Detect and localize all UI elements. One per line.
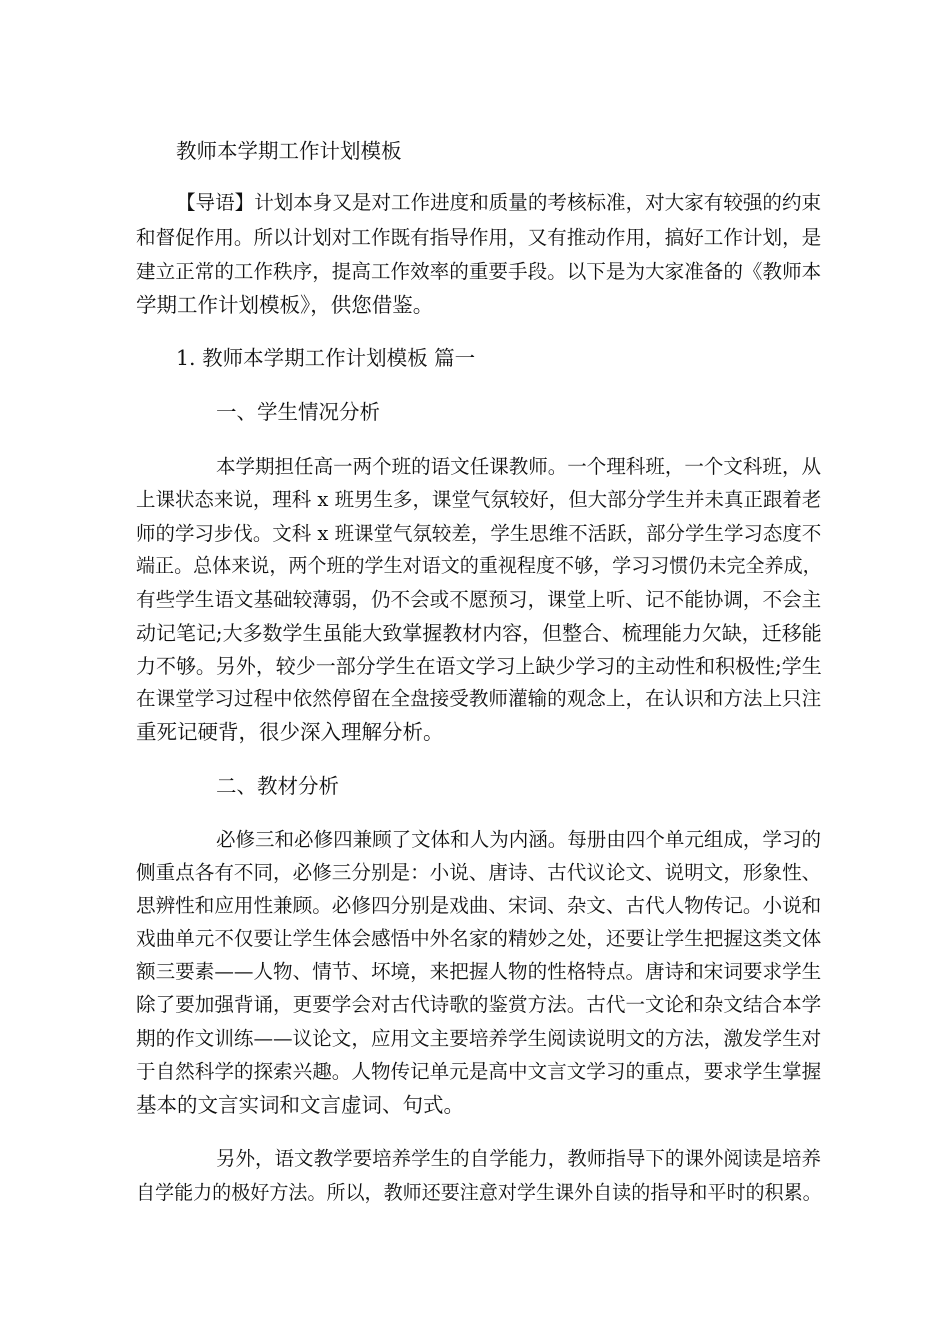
intro-line: 【导语】计划本身又是对工作进度和质量的考核标准，对大家有较强的约束 (176, 191, 822, 214)
part2-line: 思辨性和应用性兼顾。必修四分别是戏曲、宋词、杂文、古代人物传记。小说和 (136, 894, 822, 917)
part2-heading: 二、教材分析 (216, 774, 339, 798)
part2-line: 额三要素——人物、情节、坏境，来把握人物的性格特点。唐诗和宋词要求学生 (136, 960, 822, 983)
part1-line: 上课状态来说，理科 x 班男生多，课堂气氛较好，但大部分学生并未真正跟着老 (136, 488, 822, 511)
intro-line: 建立正常的工作秩序，提高工作效率的重要手段。以下是为大家准备的《教师本 (136, 260, 822, 283)
part1-line: 本学期担任高一两个班的语文任课教师。一个理科班，一个文科班，从 (216, 455, 821, 478)
part1-line: 动记笔记;大多数学生虽能大致掌握教材内容，但整合、梳理能力欠缺，迁移能 (136, 621, 822, 645)
intro-line: 学期工作计划模板》，供您借鉴。 (136, 293, 434, 317)
part2-line: 戏曲单元不仅要让学生体会感悟中外名家的精妙之处，还要让学生把握这类文体 (136, 927, 822, 950)
part1-line: 在课堂学习过程中依然停留在全盘接受教师灌输的观念上，在认识和方法上只注 (136, 687, 822, 710)
intro-line: 和督促作用。所以计划对工作既有指导作用，又有推动作用，搞好工作计划，是 (136, 226, 822, 249)
part1-line: 端正。总体来说，两个班的学生对语文的重视程度不够，学习习惯仍未完全养成， (136, 555, 822, 577)
part2-line: 基本的文言实词和文言虚词、句式。 (136, 1093, 464, 1117)
part2-line: 侧重点各有不同，必修三分别是：小说、唐诗、古代议论文、说明文，形象性、 (136, 861, 822, 884)
part1-line: 有些学生语文基础较薄弱，仍不会或不愿预习，课堂上听、记不能协调，不会主 (136, 588, 822, 611)
document-title: 教师本学期工作计划模板 (176, 139, 402, 163)
part3-line: 自学能力的极好方法。所以，教师还要注意对学生课外自读的指导和平时的积累。 (136, 1182, 822, 1204)
part2-line: 除了要加强背诵，更要学会对古代诗歌的鉴赏方法。古代一文论和杂文结合本学 (136, 993, 822, 1016)
part2-line: 于自然科学的探索兴趣。人物传记单元是高中文言文学习的重点，要求学生掌握 (136, 1060, 822, 1083)
part3-line: 另外，语文教学要培养学生的自学能力，教师指导下的课外阅读是培养 (216, 1147, 821, 1170)
part2-line: 期的作文训练——议论文，应用文主要培养学生阅读说明文的方法，激发学生对 (136, 1027, 822, 1050)
part1-heading: 一、学生情况分析 (216, 400, 380, 424)
part1-line: 师的学习步伐。文科 x 班课堂气氛较差，学生思维不活跃，部分学生学习态度不 (136, 522, 822, 545)
part2-line: 必修三和必修四兼顾了文体和人为内涵。每册由四个单元组成，学习的 (216, 828, 821, 851)
part1-line: 重死记硬背，很少深入理解分析。 (136, 720, 444, 744)
part1-line: 力不够。另外，较少一部分学生在语文学习上缺少学习的主动性和积极性;学生 (136, 654, 822, 678)
section-title: 1. 教师本学期工作计划模板 篇一 (176, 346, 476, 370)
